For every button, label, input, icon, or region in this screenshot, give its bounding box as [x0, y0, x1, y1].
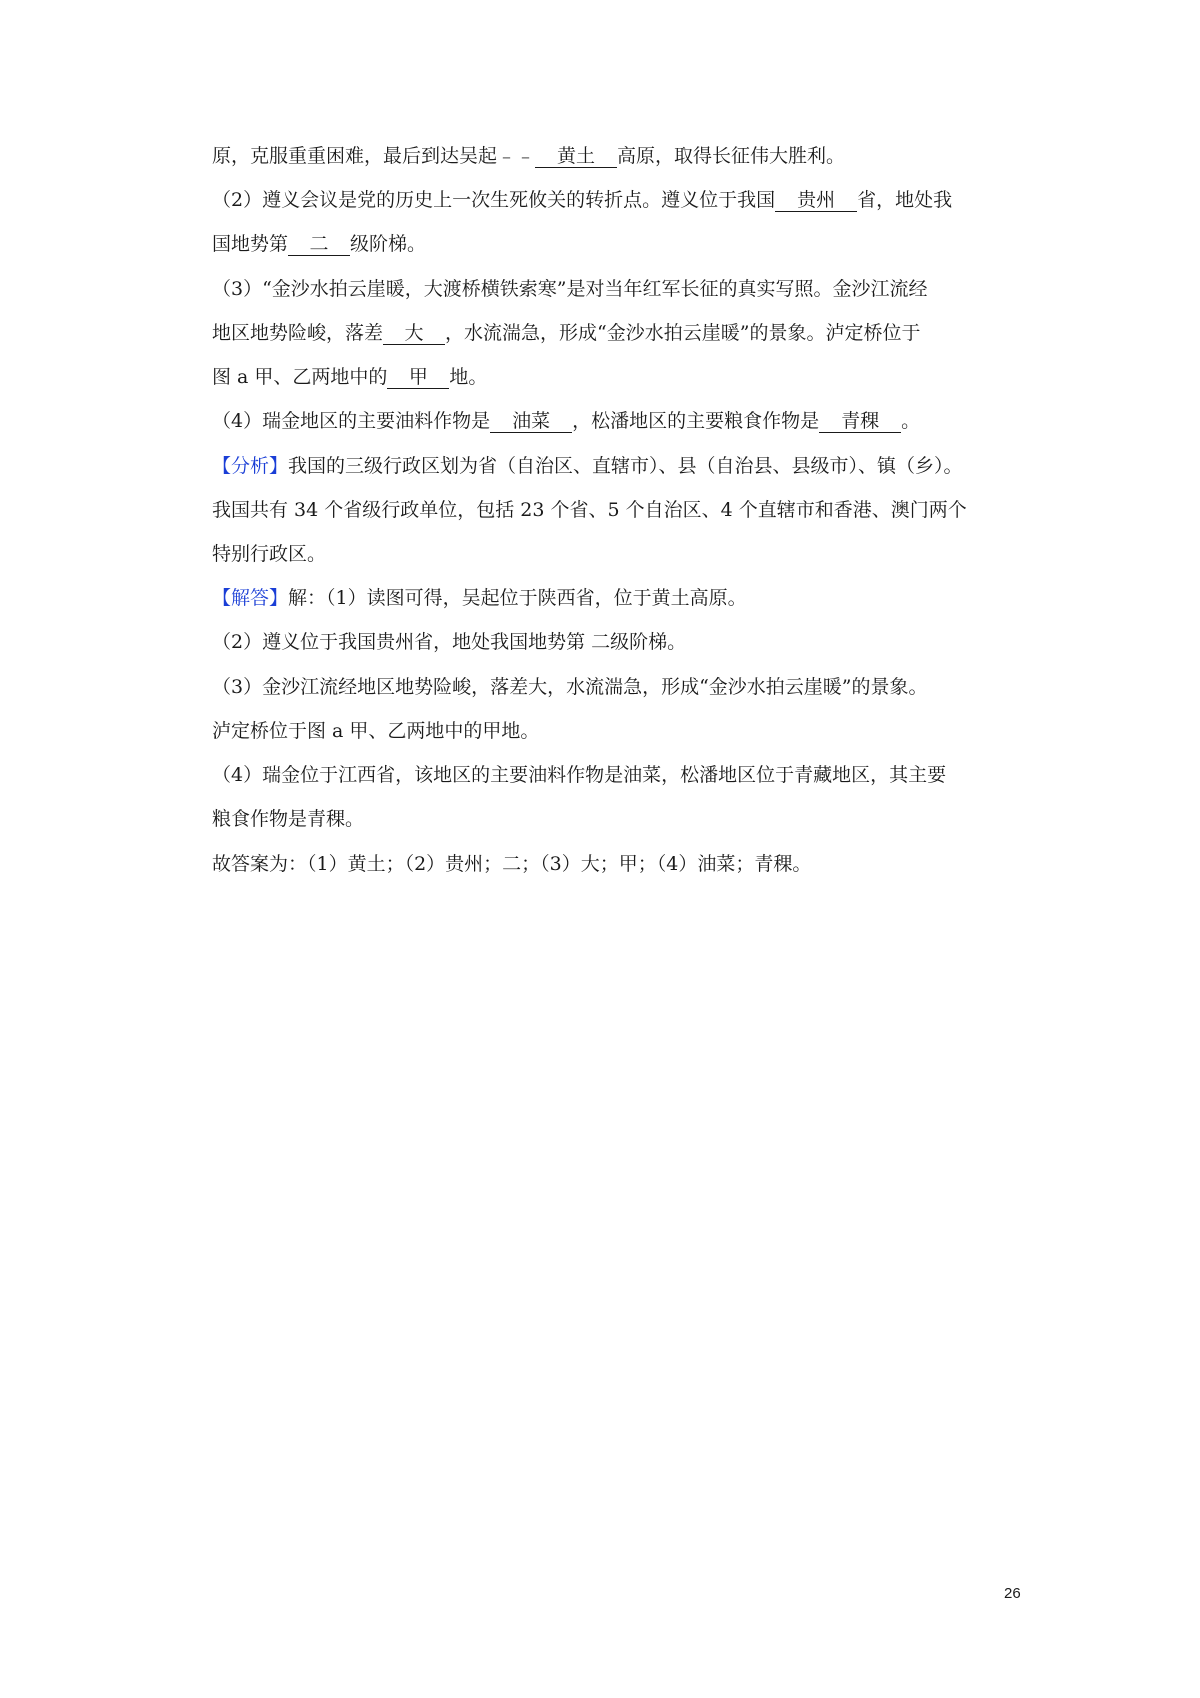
text-line [212, 364, 1022, 390]
text-run: 图 a 甲、乙两地中的 [212, 366, 388, 388]
text-run: 解：（1）读图可得，吴起位于陕西省，位于黄土高原。 [288, 587, 747, 609]
text-line [212, 320, 1022, 346]
text-run: （2）遵义会议是党的历史上一次生死攸关的转折点。遵义位于我国 [212, 189, 776, 211]
text-line [212, 674, 1022, 700]
page-number: 26 [1004, 1585, 1021, 1602]
text-run: 地区地势险峻，落差 [212, 322, 384, 344]
text-run: 。 [901, 410, 921, 432]
section-tag: 【解答】 [212, 587, 289, 609]
answer-blank: 油菜 [490, 410, 572, 433]
answer-blank: 贵州 [775, 189, 857, 212]
text-run: 特别行政区。 [212, 543, 327, 565]
text-line [212, 453, 1022, 479]
text-line [212, 806, 1022, 832]
text-line [212, 276, 1022, 302]
text-run: 级阶梯。 [350, 233, 427, 255]
text-run: （4）瑞金位于江西省，该地区的主要油料作物是油菜，松潘地区位于青藏地区，其主要 [212, 764, 947, 786]
text-line [212, 187, 1022, 213]
answer-blank: 二 [288, 233, 350, 256]
answer-blank: 大 [383, 322, 445, 345]
text-run: （3）金沙江流经地区地势险峻，落差大，水流湍急，形成“金沙水拍云崖暖”的景象。 [212, 676, 928, 698]
text-line [212, 762, 1022, 788]
text-run: 我国的三级行政区划为省（自治区、直辖市）、县（自治县、县级市）、镇（乡）。 [288, 455, 963, 477]
section-tag: 【分析】 [212, 455, 289, 477]
text-line [212, 143, 1022, 169]
text-line [212, 718, 1022, 744]
text-run: 我国共有 34 个省级行政单位，包括 23 个省、5 个自治区、4 个直辖市和香港、澳门两个 [212, 499, 967, 521]
text-run: 原，克服重重困难，最后到达吴起﹣﹣ [212, 145, 536, 167]
text-run: （3）“金沙水拍云崖暖，大渡桥横铁索寒”是对当年红军长征的真实写照。金沙江流经 [212, 278, 928, 300]
text-line [212, 408, 1022, 434]
text-line [212, 629, 1022, 655]
text-run: 省，地处我 [857, 189, 953, 211]
text-run: 高原，取得长征伟大胜利。 [617, 145, 846, 167]
text-run: 粮食作物是青稞。 [212, 808, 365, 830]
text-line [212, 585, 1022, 611]
text-run: ，松潘地区的主要粮食作物是 [572, 410, 820, 432]
text-run: 地。 [449, 366, 488, 388]
text-line [212, 541, 1022, 567]
text-run: ，水流湍急，形成“金沙水拍云崖暖”的景象。泸定桥位于 [445, 322, 921, 344]
text-run: 故答案为：（1）黄土；（2）贵州；二；（3）大；甲；（4）油菜；青稞。 [212, 853, 812, 875]
text-run: （2）遵义位于我国贵州省，地处我国地势第 二级阶梯。 [212, 631, 687, 653]
text-line [212, 497, 1022, 523]
text-run: （4）瑞金地区的主要油料作物是 [212, 410, 491, 432]
answer-blank: 青稞 [819, 410, 901, 433]
answer-blank: 甲 [387, 366, 449, 389]
text-line [212, 231, 1022, 257]
text-run: 泸定桥位于图 a 甲、乙两地中的甲地。 [212, 720, 540, 742]
answer-blank: 黄土 [535, 145, 617, 168]
text-line [212, 851, 1022, 877]
text-run: 国地势第 [212, 233, 289, 255]
